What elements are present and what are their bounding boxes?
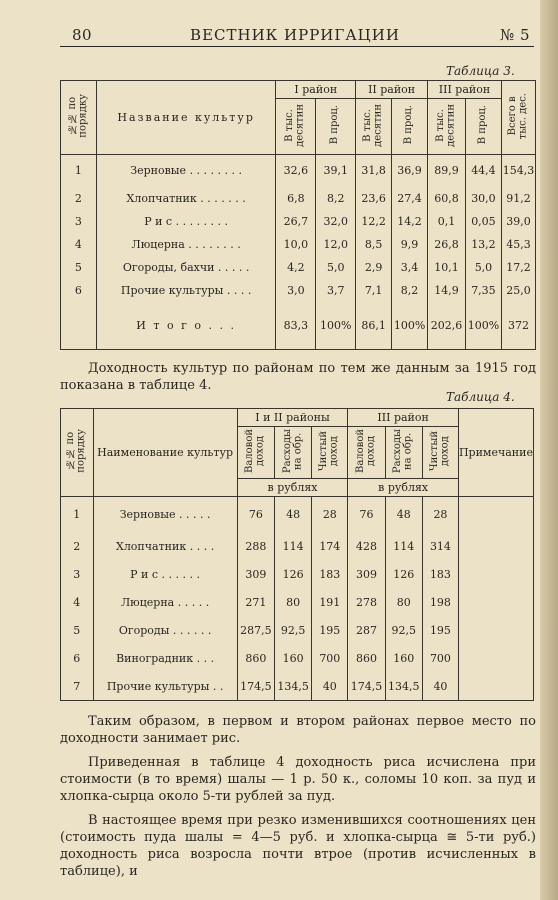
- table-row: [61, 673, 534, 701]
- value-cell: 114: [275, 533, 312, 561]
- row-number: 1: [61, 155, 97, 187]
- note-cell: [458, 561, 533, 589]
- culture-name: Огороды . . . . . .: [93, 617, 237, 645]
- table-row: [61, 187, 536, 210]
- value-cell: 25,0: [501, 279, 535, 302]
- value-cell: 4,2: [276, 256, 316, 279]
- value-cell: 32,6: [276, 155, 316, 187]
- body-text: [60, 713, 536, 880]
- value-cell: 183: [422, 561, 458, 589]
- value-cell: 31,8: [356, 155, 392, 187]
- culture-name: Р и с . . . . . .: [93, 561, 237, 589]
- value-cell: 12,0: [316, 233, 356, 256]
- table4-unit: в рублях: [348, 479, 459, 497]
- value-cell: 154,3: [501, 155, 535, 187]
- value-cell: 8,5: [356, 233, 392, 256]
- table3-header-no: №№ по порядку: [61, 81, 97, 155]
- culture-name: Прочие культуры . .: [93, 673, 237, 701]
- table4-sub-net: Чистый доход: [422, 427, 458, 479]
- total-cell: 372: [501, 302, 535, 350]
- table3-sub-area: В тыс. десятин: [428, 99, 466, 155]
- table3: [60, 80, 536, 350]
- table-row: [61, 256, 536, 279]
- paragraph-current-prices: В настоящее время при резко изменившихся соотношениях цен (стоимость пуда шалы = 4—5 руб. и хлопка-сырца ≅ 5-ти руб.) доходность риса возросла почти втрое (против исчисленных в таблице), и: [60, 813, 536, 879]
- table4-unit: в рублях: [237, 479, 348, 497]
- value-cell: 36,9: [392, 155, 428, 187]
- value-cell: 700: [422, 645, 458, 673]
- table3-sub-pct: В проц.: [316, 99, 356, 155]
- value-cell: 28: [312, 497, 348, 533]
- value-cell: 28: [422, 497, 458, 533]
- table4-sub-net: Чистый доход: [312, 427, 348, 479]
- value-cell: 39,0: [501, 210, 535, 233]
- value-cell: 309: [237, 561, 274, 589]
- table4-header-note: Примечание: [458, 409, 533, 497]
- table4-sub-cost: Расходы на обр.: [275, 427, 312, 479]
- value-cell: 40: [422, 673, 458, 701]
- value-cell: 195: [312, 617, 348, 645]
- value-cell: 92,5: [385, 617, 422, 645]
- table4-sub-gross: Валовой доход: [237, 427, 274, 479]
- value-cell: 30,0: [465, 187, 501, 210]
- table3-sub-area: В тыс. десятин: [276, 99, 316, 155]
- page-number: 80: [72, 26, 93, 44]
- culture-name: Зерновые . . . . .: [93, 497, 237, 533]
- journal-title: ВЕСТНИК ИРРИГАЦИИ: [190, 26, 400, 44]
- value-cell: 9,9: [392, 233, 428, 256]
- total-cell: 100%: [465, 302, 501, 350]
- table-row: [61, 645, 534, 673]
- value-cell: 48: [385, 497, 422, 533]
- table4-header-region-1-2: I и II районы: [237, 409, 348, 427]
- total-cell: 86,1: [356, 302, 392, 350]
- table4-sub-gross: Валовой доход: [348, 427, 385, 479]
- header-rule: [60, 46, 534, 47]
- row-number: 5: [61, 256, 97, 279]
- value-cell: 32,0: [316, 210, 356, 233]
- paragraph-intro-table4: Доходность культур по районам по тем же данным за 1915 год показана в таблице 4.: [60, 361, 536, 393]
- table-row: [61, 589, 534, 617]
- value-cell: 3,7: [316, 279, 356, 302]
- value-cell: 160: [275, 645, 312, 673]
- total-cell: 83,3: [276, 302, 316, 350]
- row-number: 6: [61, 645, 94, 673]
- note-cell: [458, 497, 533, 533]
- value-cell: 13,2: [465, 233, 501, 256]
- row-number: 2: [61, 533, 94, 561]
- value-cell: 700: [312, 645, 348, 673]
- value-cell: 7,35: [465, 279, 501, 302]
- note-cell: [458, 589, 533, 617]
- table3-sub-area: В тыс. десятин: [356, 99, 392, 155]
- culture-name: Люцерна . . . . .: [93, 589, 237, 617]
- value-cell: 428: [348, 533, 385, 561]
- value-cell: 174,5: [348, 673, 385, 701]
- value-cell: 134,5: [385, 673, 422, 701]
- issue-number: № 5: [499, 26, 530, 44]
- total-label: И т о г о . . .: [96, 302, 276, 350]
- table3-header-region-1: I район: [276, 81, 356, 99]
- value-cell: 6,8: [276, 187, 316, 210]
- value-cell: 7,1: [356, 279, 392, 302]
- row-number: 2: [61, 187, 97, 210]
- table-row: [61, 210, 536, 233]
- row-number: 7: [61, 673, 94, 701]
- value-cell: 48: [275, 497, 312, 533]
- table4-header-region-3: III район: [348, 409, 459, 427]
- value-cell: 91,2: [501, 187, 535, 210]
- paragraph-conclusion: Таким образом, в первом и втором районах первое место по доходности занимает рис.: [60, 714, 536, 746]
- culture-name: Зерновые . . . . . . . .: [96, 155, 276, 187]
- table-row: [61, 279, 536, 302]
- value-cell: 26,7: [276, 210, 316, 233]
- row-number-empty: [61, 302, 97, 350]
- value-cell: 92,5: [275, 617, 312, 645]
- value-cell: 195: [422, 617, 458, 645]
- culture-name: Прочие культуры . . . .: [96, 279, 276, 302]
- value-cell: 2,9: [356, 256, 392, 279]
- culture-name: Р и с . . . . . . . .: [96, 210, 276, 233]
- value-cell: 10,0: [276, 233, 316, 256]
- value-cell: 134,5: [275, 673, 312, 701]
- culture-name: Огороды, бахчи . . . . .: [96, 256, 276, 279]
- table4: [60, 408, 534, 701]
- table4-caption: Таблица 4.: [446, 390, 515, 404]
- table-row: [61, 155, 536, 187]
- note-cell: [458, 645, 533, 673]
- value-cell: 14,9: [428, 279, 466, 302]
- value-cell: 44,4: [465, 155, 501, 187]
- value-cell: 860: [348, 645, 385, 673]
- value-cell: 3,0: [276, 279, 316, 302]
- running-head: [60, 26, 530, 48]
- value-cell: 174: [312, 533, 348, 561]
- value-cell: 314: [422, 533, 458, 561]
- value-cell: 860: [237, 645, 274, 673]
- note-cell: [458, 533, 533, 561]
- page-edge: [540, 0, 558, 900]
- row-number: 3: [61, 561, 94, 589]
- value-cell: 89,9: [428, 155, 466, 187]
- row-number: 4: [61, 233, 97, 256]
- culture-name: Виноградник . . .: [93, 645, 237, 673]
- value-cell: 5,0: [465, 256, 501, 279]
- value-cell: 23,6: [356, 187, 392, 210]
- value-cell: 80: [385, 589, 422, 617]
- table3-header-total: Всего в тыс. дес.: [501, 81, 535, 155]
- value-cell: 160: [385, 645, 422, 673]
- value-cell: 183: [312, 561, 348, 589]
- value-cell: 8,2: [392, 279, 428, 302]
- total-cell: 100%: [316, 302, 356, 350]
- value-cell: 309: [348, 561, 385, 589]
- value-cell: 5,0: [316, 256, 356, 279]
- table3-header-region-3: III район: [428, 81, 502, 99]
- table3-total-row: [61, 302, 536, 350]
- value-cell: 3,4: [392, 256, 428, 279]
- table-row: [61, 497, 534, 533]
- row-number: 5: [61, 617, 94, 645]
- paragraph-rice-price: Приведенная в таблице 4 доходность риса исчислена при стоимости (в то время) шалы — 1 р. 50 к., соломы 10 коп. за пуд и хлопка-сырца около 5-ти рублей за пуд.: [60, 755, 536, 804]
- table-row: [61, 617, 534, 645]
- total-cell: 202,6: [428, 302, 466, 350]
- culture-name: Хлопчатник . . . .: [93, 533, 237, 561]
- value-cell: 60,8: [428, 187, 466, 210]
- value-cell: 0,1: [428, 210, 466, 233]
- value-cell: 287: [348, 617, 385, 645]
- value-cell: 14,2: [392, 210, 428, 233]
- table3-header-region-2: II район: [356, 81, 428, 99]
- table-row: [61, 533, 534, 561]
- value-cell: 8,2: [316, 187, 356, 210]
- row-number: 3: [61, 210, 97, 233]
- table-row: [61, 561, 534, 589]
- culture-name: Люцерна . . . . . . . .: [96, 233, 276, 256]
- row-number: 6: [61, 279, 97, 302]
- table3-sub-pct: В проц.: [392, 99, 428, 155]
- table4-sub-cost: Расходы на обр.: [385, 427, 422, 479]
- table4-header-no: №№ по порядку: [61, 409, 94, 497]
- value-cell: 80: [275, 589, 312, 617]
- value-cell: 278: [348, 589, 385, 617]
- note-cell: [458, 673, 533, 701]
- table3-sub-pct: В проц.: [465, 99, 501, 155]
- value-cell: 45,3: [501, 233, 535, 256]
- value-cell: 27,4: [392, 187, 428, 210]
- table4-header-name: Наименование культур: [93, 409, 237, 497]
- table3-caption: Таблица 3.: [446, 64, 515, 78]
- value-cell: 39,1: [316, 155, 356, 187]
- value-cell: 198: [422, 589, 458, 617]
- value-cell: 271: [237, 589, 274, 617]
- value-cell: 287,5: [237, 617, 274, 645]
- value-cell: 17,2: [501, 256, 535, 279]
- value-cell: 26,8: [428, 233, 466, 256]
- value-cell: 12,2: [356, 210, 392, 233]
- value-cell: 288: [237, 533, 274, 561]
- row-number: 1: [61, 497, 94, 533]
- value-cell: 126: [385, 561, 422, 589]
- table3-header-name: Название культур: [96, 81, 276, 155]
- total-cell: 100%: [392, 302, 428, 350]
- value-cell: 191: [312, 589, 348, 617]
- row-number: 4: [61, 589, 94, 617]
- value-cell: 114: [385, 533, 422, 561]
- value-cell: 76: [237, 497, 274, 533]
- table-row: [61, 233, 536, 256]
- value-cell: 40: [312, 673, 348, 701]
- value-cell: 126: [275, 561, 312, 589]
- value-cell: 76: [348, 497, 385, 533]
- culture-name: Хлопчатник . . . . . . .: [96, 187, 276, 210]
- value-cell: 174,5: [237, 673, 274, 701]
- value-cell: 0,05: [465, 210, 501, 233]
- note-cell: [458, 617, 533, 645]
- value-cell: 10,1: [428, 256, 466, 279]
